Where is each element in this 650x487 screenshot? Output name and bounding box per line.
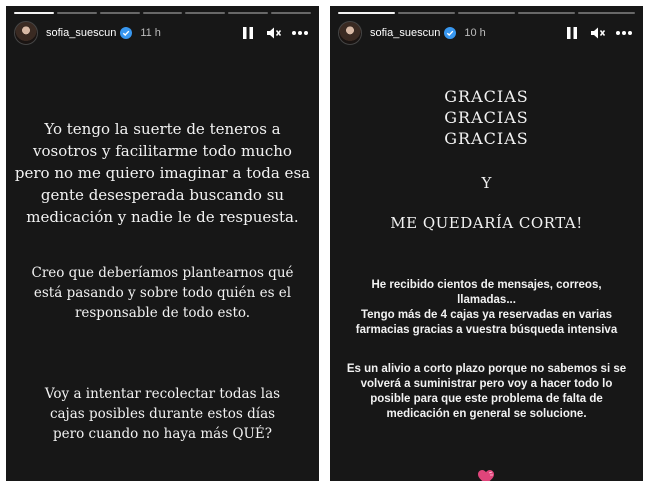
more-options-icon[interactable]	[289, 22, 311, 44]
story-text-paragraph-1: Yo tengo la suerte de teneros a vosotros y facilitarme todo mucho pero no me quiero imaginar a toda esa gente desesperada buscando su medicación y nadie le de respuesta.	[14, 120, 311, 226]
muted-speaker-icon[interactable]	[263, 22, 285, 44]
progress-segment	[100, 12, 140, 14]
story-text-paragraph-1: He recibido cientos de mensajes, correos, llamadas... Tengo más de 4 cajas ya reservadas en varias farmacias gracias a vuestra búsqueda intensiva	[355, 279, 618, 336]
progress-segment	[228, 12, 268, 14]
post-time: 10 h	[464, 27, 486, 39]
y-text: Y	[481, 174, 492, 192]
me-quedaria-corta-text: ME QUEDARÍA CORTA!	[390, 214, 583, 232]
username[interactable]: sofia_suescun	[46, 27, 117, 39]
progress-segment	[518, 12, 575, 14]
progress-segment	[57, 12, 97, 14]
story-left[interactable]	[6, 6, 319, 481]
story-text-paragraph-3: Voy a intentar recolectar todas las cajas posibles durante estos días pero cuando no haya más QUÉ?	[44, 386, 281, 442]
avatar[interactable]	[338, 21, 362, 45]
progress-segment	[458, 12, 515, 14]
story-header	[14, 20, 311, 46]
story-progress-bar	[338, 12, 635, 14]
post-time: 11 h	[140, 27, 161, 39]
story-header	[338, 20, 635, 46]
progress-segment	[578, 12, 635, 14]
more-options-icon[interactable]	[613, 22, 635, 44]
verified-badge-icon	[120, 27, 132, 39]
pause-icon[interactable]	[237, 22, 259, 44]
progress-segment	[398, 12, 455, 14]
gracias-heading: GRACIAS GRACIAS GRACIAS	[444, 87, 529, 148]
verified-badge-icon	[444, 27, 456, 39]
progress-segment	[14, 12, 54, 14]
progress-segment	[185, 12, 225, 14]
progress-segment	[143, 12, 183, 14]
story-text-paragraph-2: Creo que deberíamos plantearnos qué está pasando y sobre todo quién es el responsable de todo esto.	[31, 265, 294, 321]
muted-speaker-icon[interactable]	[587, 22, 609, 44]
heart-sticker-icon	[477, 469, 495, 481]
story-text-paragraph-2: Es un alivio a corto plazo porque no sabemos si se volverá a suministrar pero voy a hacer todo lo posible para que este problema de falta de medicación en general se solucione.	[346, 363, 627, 420]
story-progress-bar	[14, 12, 311, 14]
progress-segment	[338, 12, 395, 14]
progress-segment	[271, 12, 311, 14]
username[interactable]: sofia_suescun	[370, 27, 441, 39]
avatar[interactable]	[14, 21, 38, 45]
story-right[interactable]	[330, 6, 643, 481]
pause-icon[interactable]	[561, 22, 583, 44]
